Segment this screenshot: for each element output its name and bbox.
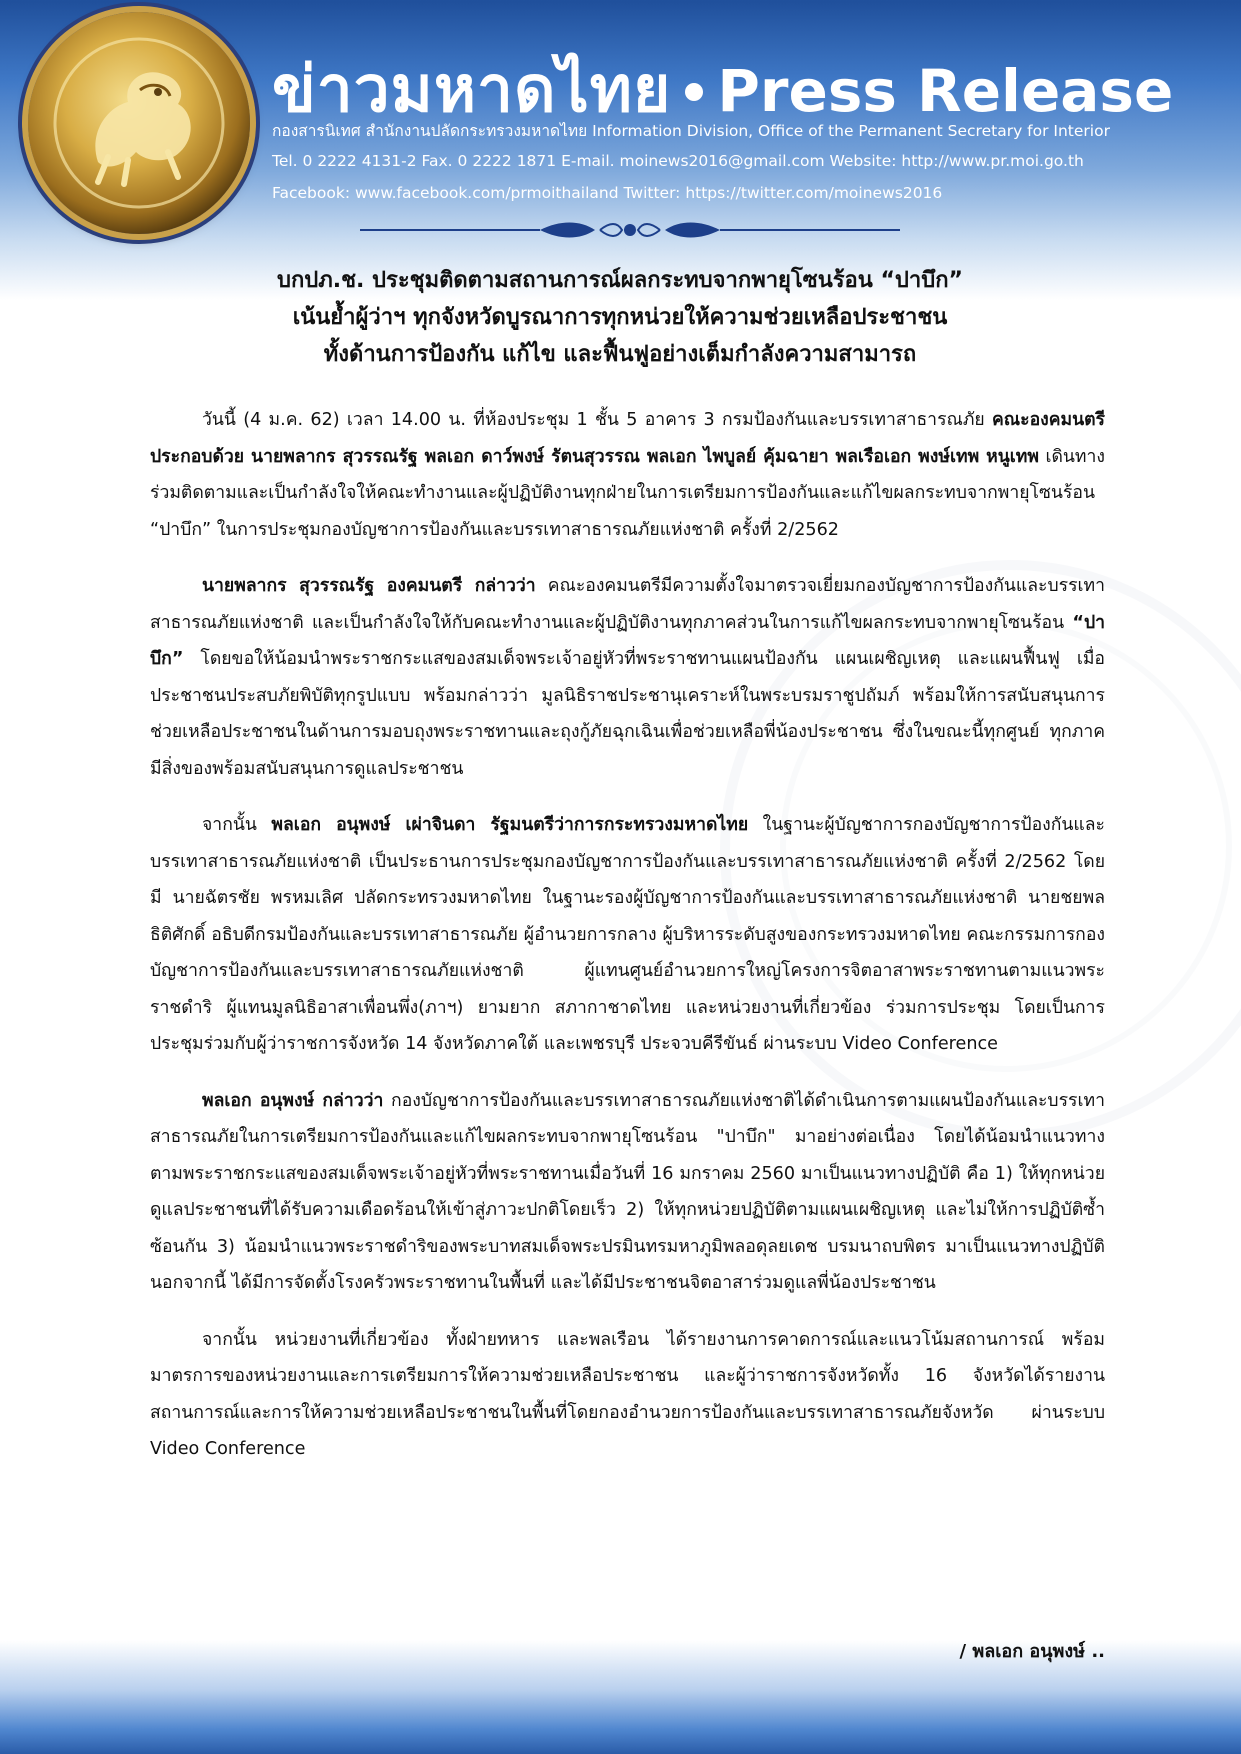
ministry-seal-logo [28, 12, 250, 234]
paragraph-1-rest: เดินทางร่วมติดตามและเป็นกำลังใจให้คณะทำงานและผู้ปฏิบัติงานทุกฝ่ายในการเตรียมการป้องกันและแก้ไขผลกระทบจากพายุโซนร้อน “ปาบึก” ในการประชุมกองบัญชาการป้องกันและบรรเทาสาธารณภัยแห่งชาติ ครั้งที่ 2/2562 [150, 446, 1105, 540]
paragraph-2 [150, 568, 1105, 787]
continuation-note: / พลเอก อนุพงษ์ .. [959, 1641, 1105, 1662]
headline-line-1: บกปภ.ช. ประชุมติดตามสถานการณ์ผลกระทบจากพายุโซนร้อน “ปาบึก” [277, 268, 963, 293]
headline-line-2: เน้นย้ำผู้ว่าฯ ทุกจังหวัดบูรณาการทุกหน่วยให้ความช่วยเหลือประชาชน [292, 305, 948, 330]
paragraph-3-minister: พลเอก อนุพงษ์ เผ่าจินดา รัฐมนตรีว่าการกระทรวงมหาดไทย [271, 815, 749, 835]
paragraph-4-speaker: พลเอก อนุพงษ์ กล่าวว่า [202, 1090, 384, 1111]
paragraph-3 [150, 807, 1105, 1063]
paragraph-2-text: คณะองคมนตรีมีความตั้งใจมาตรวจเยี่ยมกองบัญชาการป้องกันและบรรเทาสาธารณภัยแห่งชาติ และเป็นกำลังใจให้กับคณะทำงานและผู้ปฏิบัติงานทุกภาคส่วนในการแก้ไขผลกระทบจากพายุโซนร้อน [150, 576, 1106, 633]
bullet-dot-icon [685, 83, 703, 101]
title-thai: ข่าวมหาดไทย [272, 53, 672, 127]
headline [120, 262, 1120, 373]
paragraph-1-privy-council: คณะองคมนตรี ประกอบด้วย นายพลากร สุวรรณรัฐ พลเอก ดาว์พงษ์ รัตนสุวรรณ พลเอก ไพบูลย์ คุ้มฉายา พลเรือเอก พงษ์เทพ หนูเทพ [150, 410, 1105, 467]
paragraph-2-storm-name: “ปาบึก” [150, 612, 1105, 669]
paragraph-1-intro: วันนี้ (4 ม.ค. 62) เวลา 14.00 น. ที่ห้องประชุม 1 ชั้น 5 อาคาร 3 กรมป้องกันและบรรเทาสาธารณภัย [202, 410, 993, 430]
contact-line: Tel. 0 2222 4131-2 Fax. 0 2222 1871 E-mail. moinews2016@gmail.com Website: http://www.pr.moi.go.th [272, 152, 1084, 170]
title-english: Press Release [717, 57, 1174, 125]
paragraph-5: จากนั้น หน่วยงานที่เกี่ยวข้อง ทั้งฝ่ายทหาร และพลเรือน ได้รายงานการคาดการณ์และแนวโน้มสถานการณ์ พร้อมมาตรการของหน่วยงานและการเตรียมการให้ความช่วยเหลือประชาชน และผู้ว่าราชการจังหวัดทั้ง 16 จังหวัดได้รายงานสถานการณ์และการให้ความช่วยเหลือประชาชนในพื้นที่โดยกองอำนวยการป้องกันและบรรเทาสาธารณภัยจังหวัด ผ่านระบบ Video Conference [150, 1329, 1105, 1459]
lion-emblem-icon [28, 12, 250, 234]
paragraph-1 [150, 402, 1105, 548]
paragraph-2-rest: โดยขอให้น้อมนำพระราชกระแสของสมเด็จพระเจ้าอยู่หัวที่พระราชทานแผนป้องกัน แผนเผชิญเหตุ และแผนฟื้นฟู เมื่อประชาชนประสบภัยพิบัติทุกรูปแบบ พร้อมกล่าวว่า มูลนิธิราชประชานุเคราะห์ในพระบรมราชูปถัมภ์ พร้อมให้การสนับสนุนการช่วยเหลือประชาชนในด้านการมอบถุงพระราชทานและถุงกู้ภัยฉุกเฉินเพื่อช่วยเหลือพี่น้องประชาชน ซึ่งในขณะนี้ทุกศูนย์ ทุกภาค มีสิ่งของพร้อมสนับสนุนการดูแลประชาชน [150, 649, 1105, 779]
press-release-header [0, 0, 1241, 240]
paragraph-3-rest: ในฐานะผู้บัญชาการกองบัญชาการป้องกันและบรรเทาสาธารณภัยแห่งชาติ เป็นประธานการประชุมกองบัญชาการป้องกันและบรรเทาสาธารณภัยแห่งชาติ ครั้งที่ 2/2562 โดยมี นายฉัตรชัย พรหมเลิศ ปลัดกระทรวงมหาดไทย ในฐานะรองผู้บัญชาการป้องกันและบรรเทาสาธารณภัยแห่งชาติ นายชยพล ธิติศักดิ์ อธิบดีกรมป้องกันและบรรเทาสาธารณภัย ผู้อำนวยการกลาง ผู้บริหารระดับสูงของกระทรวงมหาดไทย คณะกรรมการกองบัญชาการป้องกันและบรรเทาสาธารณภัยแห่งชาติ ผู้แทนศูนย์อำนวยการใหญ่โครงการจิตอาสาพระราชทานตามแนวพระราชดำริ ผู้แทนมูลนิธิอาสาเพื่อนพึ่ง(ภาฯ) ยามยาก สภากาชาดไทย และหน่วยงานที่เกี่ยวข้อง ร่วมการประชุม โดยเป็นการประชุมร่วมกับผู้ว่าราชการจังหวัด 14 จังหวัดภาคใต้ และเพชรบุรี ประจวบคีรีขันธ์ ผ่านระบบ Video Conference [150, 815, 1105, 1054]
headline-line-3: ทั้งด้านการป้องกัน แก้ไข และฟื้นฟูอย่างเต็มกำลังความสามารถ [323, 342, 917, 367]
decorative-divider-icon [360, 218, 900, 242]
paragraph-2-speaker: นายพลากร สุวรรณรัฐ องคมนตรี กล่าวว่า [202, 576, 536, 596]
paragraph-4 [150, 1083, 1105, 1302]
social-media-line: Facebook: www.facebook.com/prmoithailand Twitter: https://twitter.com/moinews2016 [272, 184, 943, 202]
paragraph-3-intro: จากนั้น [202, 815, 272, 835]
article-body [150, 402, 1105, 1488]
organization-line: กองสารนิเทศ สำนักงานปลัดกระทรวงมหาดไทย Information Division, Office of the Permanent Secretary for Interior [272, 122, 1110, 140]
paragraph-4-text: กองบัญชาการป้องกันและบรรเทาสาธารณภัยแห่งชาติได้ดำเนินการตามแผนป้องกันและบรรเทาสาธารณภัยในการเตรียมการป้องกันและแก้ไขผลกระทบจากพายุโซนร้อน "ปาบึก" มาอย่างต่อเนื่อง โดยได้น้อมนำแนวทางตามพระราชกระแสของสมเด็จพระเจ้าอยู่หัวที่พระราชทานเมื่อวันที่ 16 มกราคม 2560 มาเป็นแนวทางปฏิบัติ คือ 1) ให้ทุกหน่วยดูแลประชาชนที่ได้รับความเดือดร้อนให้เข้าสู่ภาวะปกติโดยเร็ว 2) ให้ทุกหน่วยปฏิบัติตามแผนเผชิญเหตุ และไม่ให้การปฏิบัติซ้ำซ้อนกัน 3) น้อมนำแนวพระราชดำริของพระบาทสมเด็จพระปรมินทรมหาภูมิพลอดุลยเดช บรมนาถบพิตร มาเป็นแนวทางปฏิบัติ นอกจากนี้ ได้มีการจัดตั้งโรงครัวพระราชทานในพื้นที่ และได้มีประชาชนจิตอาสาร่วมดูแลพี่น้องประชาชน [150, 1090, 1105, 1293]
